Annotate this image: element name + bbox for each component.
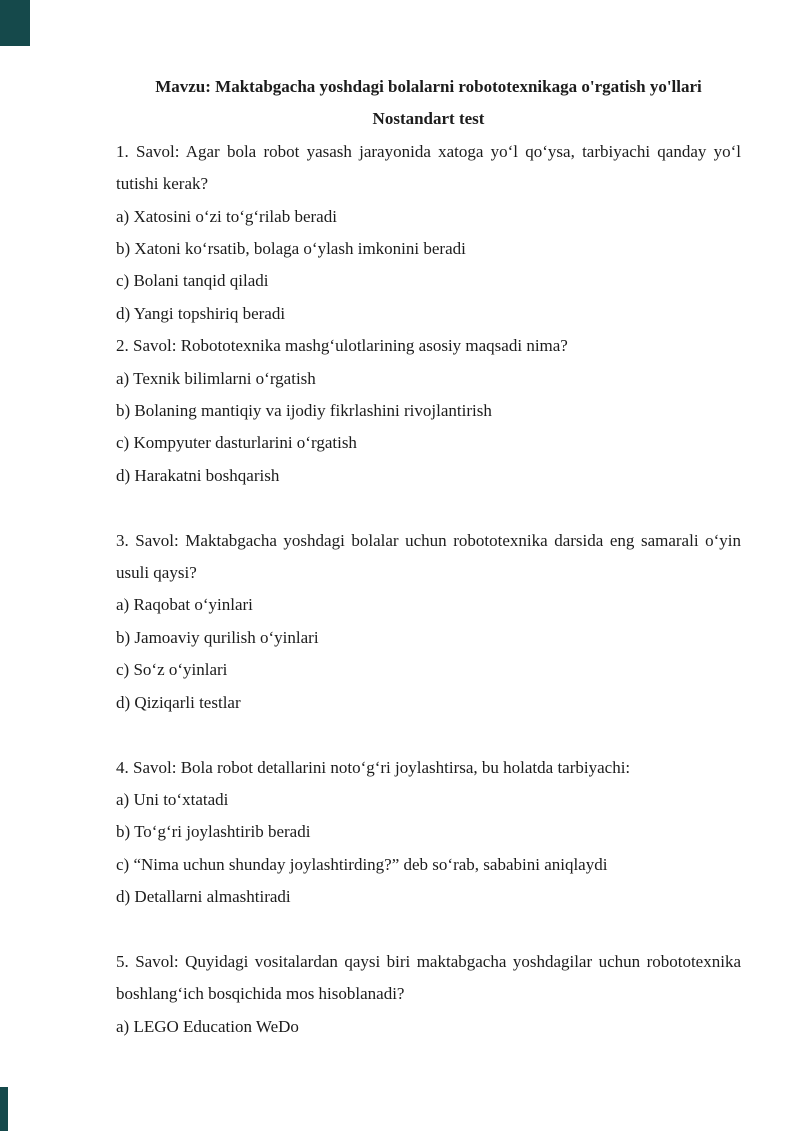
question-text: 4. Savol: Bola robot detallarini noto‘g‘ri joylashtirsa, bu holatda tarbiyachi: xyxy=(116,757,631,777)
option-item: d) Qiziqarli testlar xyxy=(116,692,241,712)
option-item: c) Bolani tanqid qiladi xyxy=(116,271,269,291)
question-text: 5. Savol: Quyidagi vositalardan qaysi biri maktabgacha yoshdagilar uchun robototexnika boshlang‘ich bosqichida mos hisoblanadi? xyxy=(116,951,741,1004)
question-text: 2. Savol: Robototexnika mashg‘ulotlarining asosiy maqsadi nima? xyxy=(116,336,568,356)
question-text: 3. Savol: Maktabgacha yoshdagi bolalar uchun robototexnika darsida eng samarali o‘yin usuli qaysi? xyxy=(116,530,741,583)
question-block xyxy=(116,136,741,330)
option-item: c) Kompyuter dasturlarini o‘rgatish xyxy=(116,433,357,453)
option-item: c) “Nima uchun shunday joylashtirding?” deb so‘rab, sababini aniqlaydi xyxy=(116,854,608,874)
option-item: a) Uni to‘xtatadi xyxy=(116,789,229,809)
question-block xyxy=(116,946,741,1043)
page-corner-accent-bottom-left xyxy=(0,1087,8,1131)
document-title: Mavzu: Maktabgacha yoshdagi bolalarni robototexnikaga o'rgatish yo'llari xyxy=(155,77,702,96)
option-item: a) Raqobat o‘yinlari xyxy=(116,595,253,615)
option-item: a) Xatosini o‘zi to‘g‘rilab beradi xyxy=(116,206,337,226)
document-content xyxy=(116,71,741,1043)
option-item: d) Detallarni almashtiradi xyxy=(116,887,291,907)
question-text: 1. Savol: Agar bola robot yasash jarayonida xatoga yo‘l qo‘ysa, tarbiyachi qanday yo‘l tutishi kerak? xyxy=(116,141,741,194)
question-block xyxy=(116,752,741,914)
option-item: b) Xatoni ko‘rsatib, bolaga o‘ylash imkonini beradi xyxy=(116,239,466,259)
option-item: a) Texnik bilimlarni o‘rgatish xyxy=(116,368,316,388)
option-item: d) Yangi topshiriq beradi xyxy=(116,303,286,323)
option-item: b) To‘g‘ri joylashtirib beradi xyxy=(116,822,311,842)
page-corner-accent-top-left xyxy=(0,0,30,46)
document-subtitle: Nostandart test xyxy=(372,109,485,129)
option-item: b) Bolaning mantiqiy va ijodiy fikrlashini rivojlantirish xyxy=(116,401,492,421)
option-item: d) Harakatni boshqarish xyxy=(116,465,280,485)
option-item: c) So‘z o‘yinlari xyxy=(116,660,228,680)
option-item: a) LEGO Education WeDo xyxy=(116,1016,299,1036)
question-block xyxy=(116,330,741,492)
option-item: b) Jamoaviy qurilish o‘yinlari xyxy=(116,627,319,647)
question-block xyxy=(116,525,741,719)
